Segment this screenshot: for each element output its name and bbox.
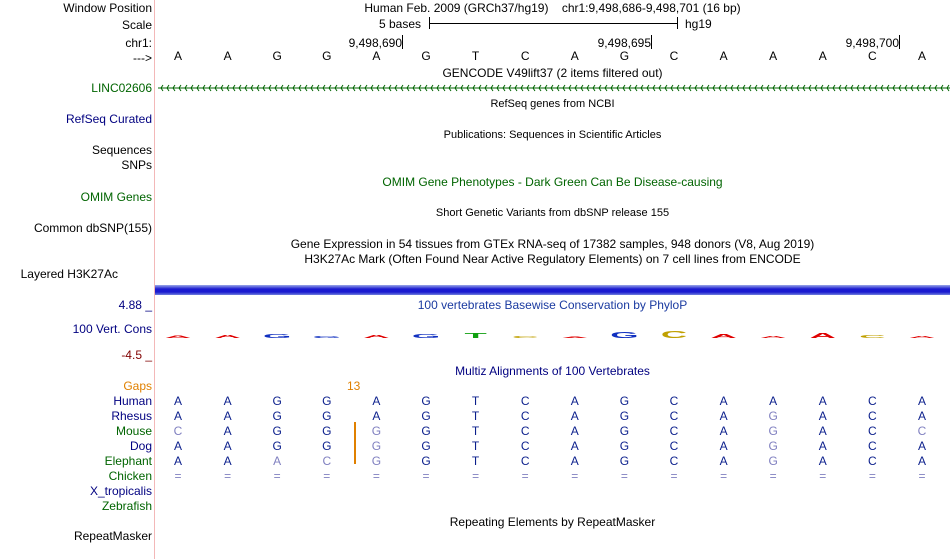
aligned-base: C: [322, 454, 332, 468]
aligned-base: G: [768, 409, 778, 423]
aligned-base: =: [670, 469, 678, 483]
repeatmasker-track-title[interactable]: Repeating Elements by RepeatMasker: [449, 515, 656, 529]
aligned-base: C: [917, 424, 927, 438]
coord-tick-2: [651, 35, 652, 49]
aligned-base: G: [421, 394, 431, 408]
conservation-glyph: A: [363, 333, 390, 340]
aligned-base: G: [272, 439, 282, 453]
aligned-base: A: [769, 394, 778, 408]
aligned-base: =: [918, 469, 926, 483]
h3k27ac-track-title[interactable]: H3K27Ac Mark (Often Found Near Active Regulatory Elements) on 7 cell lines from ENCODE: [304, 252, 801, 266]
base: A: [372, 49, 381, 63]
conservation-glyph: A: [164, 335, 192, 339]
aligned-base: C: [173, 424, 183, 438]
aligned-base: C: [669, 454, 679, 468]
conservation-glyph: A: [760, 335, 787, 339]
conservation-glyph: C: [660, 329, 688, 341]
aligned-base: =: [620, 469, 628, 483]
aligned-base: A: [223, 454, 232, 468]
aligned-base: A: [719, 409, 728, 423]
publications-track-title[interactable]: Publications: Sequences in Scientific Articles: [443, 129, 662, 141]
base: G: [421, 49, 431, 63]
aligned-base: C: [868, 454, 877, 468]
scale-bar-right: [677, 17, 678, 29]
conservation-glyph: A: [710, 332, 737, 340]
aligned-base: C: [868, 439, 877, 453]
aligned-base: C: [669, 409, 679, 423]
base: A: [173, 49, 182, 63]
aligned-base: =: [323, 469, 331, 483]
aligned-base: G: [619, 454, 630, 468]
base: A: [818, 49, 827, 63]
aligned-base: A: [917, 439, 926, 453]
scale-bar: [429, 23, 677, 24]
aligned-base: G: [619, 409, 630, 423]
base: G: [272, 49, 282, 63]
scale-db: hg19: [685, 17, 712, 31]
window-position-header: [155, 1, 950, 15]
aligned-base: G: [421, 424, 431, 438]
coord-label-3: 9,498,700: [845, 36, 899, 50]
label-sequences[interactable]: Sequences: [91, 143, 152, 157]
refseq-track-title[interactable]: RefSeq genes from NCBI: [490, 98, 615, 110]
conservation-glyph: G: [263, 332, 292, 340]
aligned-base: G: [371, 424, 382, 438]
aligned-base: =: [422, 469, 430, 483]
label-scale: Scale: [121, 18, 152, 32]
aligned-base: =: [521, 469, 529, 483]
base: G: [619, 49, 630, 63]
aligned-base: A: [173, 409, 182, 423]
aligned-base: =: [472, 469, 480, 483]
aligned-base: G: [421, 454, 431, 468]
conservation-glyph: C: [859, 334, 886, 339]
aligned-base: A: [570, 439, 579, 453]
species-label[interactable]: Chicken: [108, 469, 152, 483]
species-label[interactable]: Dog: [129, 439, 152, 453]
base: C: [669, 49, 679, 63]
aligned-base: A: [570, 424, 579, 438]
aligned-base: A: [719, 424, 728, 438]
base: C: [868, 49, 877, 63]
scale-text: 5 bases: [379, 17, 422, 31]
aligned-base: =: [868, 469, 876, 483]
aligned-base: A: [570, 394, 579, 408]
aligned-base: A: [173, 439, 182, 453]
aligned-base: A: [173, 394, 182, 408]
gencode-track-title[interactable]: GENCODE V49lift37 (2 items filtered out): [442, 66, 663, 80]
aligned-base: A: [719, 439, 728, 453]
aligned-base: G: [272, 394, 282, 408]
track-area[interactable]: [155, 0, 950, 559]
aligned-base: G: [619, 424, 630, 438]
aligned-base: A: [372, 394, 381, 408]
linc02606-gene-track[interactable]: [155, 82, 950, 94]
label-layered-h3k27ac[interactable]: Layered H3K27Ac: [20, 267, 118, 281]
aligned-base: T: [471, 394, 480, 408]
aligned-base: G: [619, 394, 630, 408]
conservation-glyph: A: [908, 335, 936, 339]
species-label[interactable]: Zebrafish: [101, 499, 152, 513]
label-common-dbsnp[interactable]: Common dbSNP(155): [33, 221, 152, 235]
aligned-base: =: [571, 469, 579, 483]
label-cons-min: -4.5 _: [121, 348, 152, 362]
label-chrom: chr1:: [125, 36, 152, 50]
base: C: [520, 49, 530, 63]
aligned-base: =: [273, 469, 281, 483]
aligned-base: A: [173, 454, 182, 468]
aligned-base: G: [322, 409, 332, 423]
aligned-base: A: [223, 409, 232, 423]
aligned-base: G: [421, 439, 431, 453]
base: A: [769, 49, 778, 63]
aligned-base: C: [520, 454, 530, 468]
aligned-base: =: [174, 469, 182, 483]
aligned-base: G: [619, 439, 630, 453]
coord-tick-3: [899, 35, 900, 49]
aligned-base: =: [819, 469, 827, 483]
aligned-base: A: [818, 454, 827, 468]
aligned-base: C: [669, 394, 679, 408]
conservation-glyph: G: [312, 335, 341, 339]
conservation-glyph: A: [214, 334, 241, 339]
base: T: [471, 49, 480, 63]
label-window-position: Window Position: [63, 1, 152, 15]
multiz-track-title[interactable]: Multiz Alignments of 100 Vertebrates: [455, 364, 650, 378]
coord-tick-1: [402, 35, 403, 49]
label-100-vert-cons[interactable]: 100 Vert. Cons: [72, 322, 152, 336]
conservation-glyph: A: [809, 330, 836, 340]
aligned-base: G: [322, 424, 332, 438]
gap-marker: [354, 422, 356, 464]
dbsnp-track-title[interactable]: Short Genetic Variants from dbSNP release 155: [435, 207, 670, 219]
aligned-base: A: [818, 394, 827, 408]
base: A: [570, 49, 579, 63]
aligned-base: C: [520, 409, 530, 423]
aligned-base: G: [768, 424, 778, 438]
species-label[interactable]: Rhesus: [111, 409, 152, 423]
gap-count: 13: [347, 379, 361, 393]
aligned-base: A: [818, 424, 827, 438]
aligned-base: A: [818, 409, 827, 423]
coord-label-1: 9,498,690: [348, 36, 402, 50]
base: A: [223, 49, 232, 63]
aligned-base: T: [471, 454, 480, 468]
position-range: chr1:9,498,686-9,498,701 (16 bp): [561, 1, 741, 15]
aligned-base: A: [917, 409, 926, 423]
aligned-base: =: [769, 469, 777, 483]
h3k27ac-signal[interactable]: [155, 285, 950, 295]
aligned-base: G: [272, 409, 282, 423]
aligned-base: A: [223, 394, 232, 408]
label-snps[interactable]: SNPs: [121, 158, 152, 172]
track-labels: [0, 0, 154, 559]
aligned-base: G: [371, 454, 382, 468]
aligned-base: A: [223, 439, 232, 453]
label-cons-max: 4.88 _: [118, 298, 152, 312]
aligned-base: A: [719, 454, 728, 468]
conservation-glyph: A: [561, 336, 588, 339]
aligned-base: A: [570, 409, 579, 423]
aligned-base: C: [520, 394, 530, 408]
aligned-base: =: [224, 469, 232, 483]
aligned-base: =: [372, 469, 380, 483]
aligned-base: A: [223, 424, 232, 438]
aligned-base: A: [570, 454, 579, 468]
aligned-base: T: [471, 409, 480, 423]
gtex-track-title[interactable]: Gene Expression in 54 tissues from GTEx RNA-seq of 17382 samples, 948 donors (V8, Aug 2019): [290, 237, 815, 251]
label-omim-genes[interactable]: OMIM Genes: [80, 190, 152, 204]
label-linc02606[interactable]: LINC02606: [91, 81, 152, 95]
base: G: [322, 49, 332, 63]
aligned-base: C: [520, 424, 530, 438]
aligned-base: A: [719, 394, 728, 408]
aligned-base: C: [868, 424, 877, 438]
conservation-glyph: G: [610, 330, 639, 340]
aligned-base: =: [720, 469, 728, 483]
aligned-base: G: [272, 424, 282, 438]
label-refseq-curated[interactable]: RefSeq Curated: [65, 112, 152, 126]
aligned-base: G: [421, 409, 431, 423]
aligned-base: A: [917, 394, 926, 408]
aligned-base: C: [669, 424, 679, 438]
coord-label-2: 9,498,695: [597, 36, 651, 50]
label-strand[interactable]: --->: [133, 51, 152, 65]
phylop-conservation-logo[interactable]: [155, 318, 950, 348]
omim-track-title[interactable]: OMIM Gene Phenotypes - Dark Green Can Be Disease-causing: [382, 175, 723, 189]
aligned-base: G: [322, 394, 332, 408]
species-label[interactable]: Elephant: [104, 454, 152, 468]
assembly-name: Human Feb. 2009 (GRCh37/hg19): [364, 1, 549, 15]
species-label[interactable]: X_tropicalis: [89, 484, 152, 498]
conservation-glyph: T: [464, 331, 487, 340]
aligned-base: T: [471, 439, 480, 453]
species-label[interactable]: Mouse: [115, 424, 152, 438]
label-repeatmasker[interactable]: RepeatMasker: [73, 529, 152, 543]
aligned-base: A: [818, 439, 827, 453]
aligned-base: G: [322, 439, 332, 453]
aligned-base: C: [868, 394, 877, 408]
aligned-base: A: [372, 409, 381, 423]
aligned-base: T: [471, 424, 480, 438]
aligned-base: G: [371, 439, 382, 453]
species-label[interactable]: Human: [113, 394, 152, 408]
phylop-track-title[interactable]: 100 vertebrates Basewise Conservation by PhyloP: [417, 298, 688, 312]
aligned-base: A: [273, 454, 282, 468]
aligned-base: C: [868, 409, 877, 423]
aligned-base: A: [917, 454, 926, 468]
aligned-base: C: [669, 439, 679, 453]
base: A: [719, 49, 728, 63]
label-gaps: Gaps: [123, 379, 152, 393]
aligned-base: G: [768, 439, 778, 453]
aligned-base: G: [768, 454, 778, 468]
conservation-glyph: C: [512, 335, 539, 339]
base: A: [917, 49, 926, 63]
aligned-base: C: [520, 439, 530, 453]
conservation-glyph: G: [411, 332, 441, 340]
